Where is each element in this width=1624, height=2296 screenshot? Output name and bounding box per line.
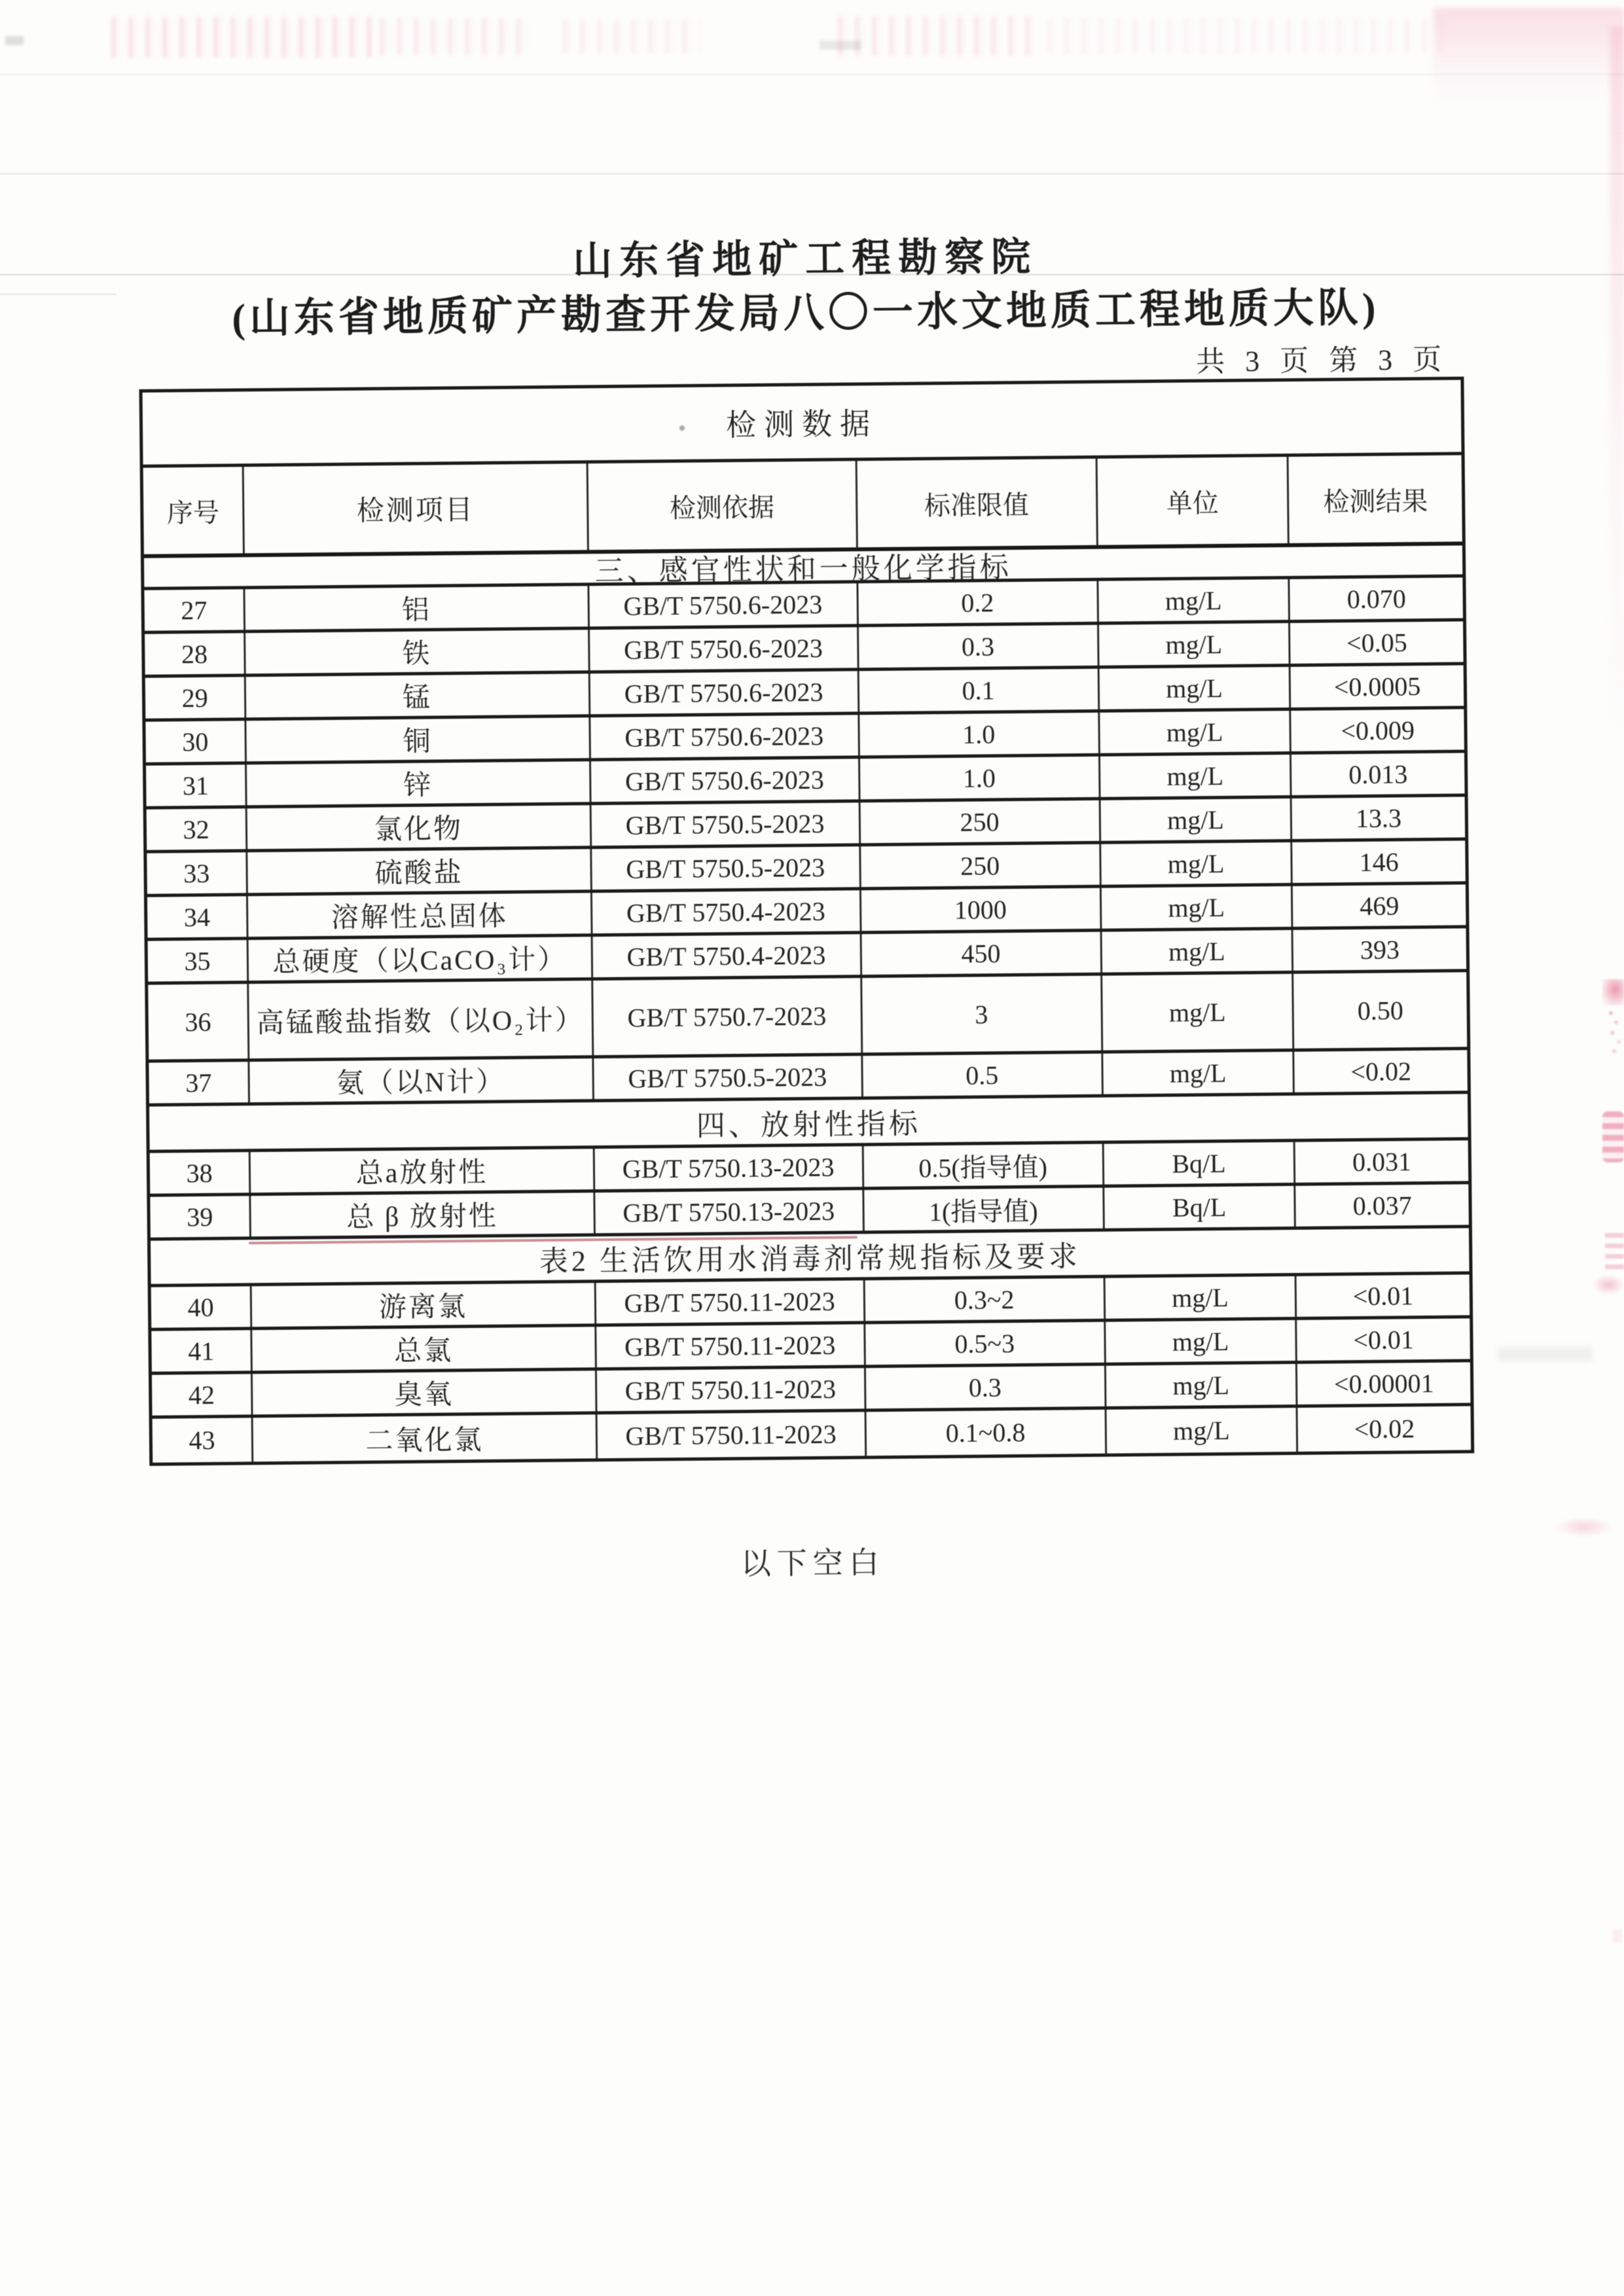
cell-basis: GB/T 5750.13-2023 (594, 1146, 864, 1189)
cell-item: 硫酸盐 (248, 849, 592, 893)
cell-item: 氯化物 (247, 805, 592, 849)
cell-seq: 42 (152, 1374, 253, 1415)
cell-basis: GB/T 5750.4-2023 (592, 934, 862, 977)
cell-unit: mg/L (1100, 711, 1291, 753)
column-header-limit: 标准限值 (857, 459, 1098, 548)
cell-limit: 250 (861, 844, 1102, 888)
cell-limit: 0.3 (866, 1366, 1107, 1409)
cell-result: 0.50 (1357, 995, 1404, 1026)
cell-basis: GB/T 5750.6-2023 (589, 583, 859, 626)
cell-basis: GB/T 5750.6-2023 (590, 627, 859, 670)
cell-seq: 36 (148, 984, 249, 1059)
cell-item: 溶解性总固体 (248, 893, 592, 937)
cell-limit: 3 (862, 976, 1103, 1053)
cell-limit: 0.3 (859, 625, 1100, 668)
cell-unit: mg/L (1100, 755, 1292, 797)
cell-item: 锌 (247, 761, 591, 805)
cell-seq: 39 (150, 1196, 251, 1237)
cell-basis: GB/T 5750.5-2023 (592, 846, 861, 889)
cell-item: 锰 (246, 673, 590, 717)
cell-seq: 40 (151, 1286, 253, 1327)
cell-basis: GB/T 5750.5-2023 (591, 802, 861, 846)
cell-result: 13.3 (1355, 802, 1402, 833)
results-table (139, 376, 1475, 1465)
cell-item: 高锰酸盐指数（以O₂计） (249, 980, 593, 1058)
cell-item: 铝 (245, 586, 590, 630)
cell-unit: mg/L (1102, 974, 1295, 1050)
cell-unit: mg/L (1099, 667, 1291, 709)
cell-result: <0.02 (1354, 1414, 1415, 1444)
cell-result: 469 (1360, 890, 1399, 921)
cell-unit: mg/L (1102, 930, 1293, 973)
cell-unit: mg/L (1098, 579, 1290, 622)
cell-result: 0.031 (1352, 1146, 1412, 1177)
cell-item: 二氧化氯 (253, 1414, 598, 1462)
cell-result: 393 (1360, 934, 1400, 965)
cell-basis: GB/T 5750.11-2023 (596, 1324, 866, 1367)
cell-result: <0.00001 (1333, 1368, 1434, 1399)
cell-limit: 1.0 (860, 757, 1101, 800)
table-title-row (143, 380, 1462, 467)
cell-item: 总氯 (253, 1327, 597, 1371)
cell-result: <0.02 (1350, 1056, 1412, 1086)
cell-limit: 450 (861, 932, 1102, 975)
cell-unit: mg/L (1099, 623, 1291, 666)
cell-seq: 27 (144, 589, 245, 630)
cell-seq: 29 (145, 677, 247, 718)
cell-seq: 38 (150, 1152, 251, 1193)
cell-result: <0.01 (1353, 1324, 1415, 1355)
column-header-unit: 单位 (1097, 457, 1290, 545)
cell-item: 游离氯 (252, 1283, 596, 1327)
cell-limit: 250 (860, 800, 1101, 844)
cell-basis: GB/T 5750.11-2023 (597, 1412, 867, 1458)
cell-basis: GB/T 5750.7-2023 (593, 978, 863, 1055)
cell-result: 0.013 (1348, 759, 1408, 789)
cell-item: 总a放射性 (251, 1149, 595, 1193)
column-header-row (143, 455, 1462, 558)
cell-basis: GB/T 5750.13-2023 (595, 1190, 865, 1233)
cell-item: 总硬度（以CaCO₃计） (249, 937, 593, 980)
table-title: 检测数据 (725, 406, 878, 442)
cell-unit: mg/L (1106, 1364, 1298, 1407)
column-header-seq: 序号 (143, 467, 245, 554)
cell-result: 146 (1359, 846, 1399, 877)
column-header-result: 检测结果 (1323, 486, 1428, 516)
cell-result: 0.070 (1346, 583, 1407, 614)
cell-result: 0.037 (1352, 1190, 1412, 1221)
cell-limit: 1000 (861, 888, 1102, 931)
column-header-basis: 检测依据 (588, 461, 857, 550)
cell-basis: GB/T 5750.6-2023 (590, 715, 860, 758)
cell-unit: mg/L (1103, 1052, 1295, 1094)
cell-item: 总 β 放射性 (251, 1193, 596, 1236)
cell-seq: 32 (147, 808, 248, 850)
cell-item: 氨（以N计） (250, 1058, 594, 1102)
cell-limit: 0.1~0.8 (866, 1410, 1107, 1456)
column-header-item: 检测项目 (244, 463, 589, 553)
cell-result: <0.05 (1346, 627, 1407, 658)
cell-seq: 28 (145, 633, 246, 674)
cell-basis: GB/T 5750.5-2023 (594, 1056, 863, 1099)
cell-unit: mg/L (1101, 842, 1293, 885)
cell-unit: mg/L (1100, 798, 1292, 841)
cell-seq: 43 (153, 1418, 254, 1462)
institute-subtitle: (山东省地质矿产勘查开发局八〇一水文地质工程地质大队) (232, 285, 1380, 342)
cell-item: 铁 (245, 630, 590, 673)
cell-item: 臭氧 (253, 1371, 597, 1414)
page-indicator: 共 3 页 第 3 页 (1195, 343, 1449, 378)
cell-basis: GB/T 5750.6-2023 (590, 671, 859, 714)
cell-basis: GB/T 5750.11-2023 (596, 1280, 865, 1323)
cell-unit: mg/L (1102, 886, 1293, 929)
cell-limit: 0.1 (859, 669, 1100, 712)
cell-limit: 1.0 (859, 713, 1100, 756)
cell-seq: 34 (147, 896, 249, 937)
cell-unit: Bq/L (1104, 1186, 1296, 1229)
institute-title: 山东省地矿工程勘察院 (572, 235, 1038, 283)
cell-seq: 37 (149, 1062, 250, 1103)
cell-result: <0.0005 (1333, 671, 1421, 702)
cell-seq: 41 (151, 1330, 253, 1371)
cell-limit: 0.5 (863, 1054, 1104, 1097)
section-heading: 三、感官性状和一般化学指标 (594, 551, 1012, 588)
cell-seq: 35 (148, 940, 249, 981)
cell-result: <0.009 (1341, 715, 1415, 745)
cell-basis: GB/T 5750.11-2023 (597, 1368, 867, 1411)
section-heading: 表2 生活饮用水消毒剂常规指标及要求 (539, 1240, 1081, 1278)
cell-unit: mg/L (1106, 1408, 1298, 1454)
cell-unit: mg/L (1105, 1276, 1297, 1319)
cell-basis: GB/T 5750.6-2023 (591, 759, 861, 802)
cell-unit: Bq/L (1104, 1142, 1295, 1185)
cell-limit: 0.5(指导值) (863, 1144, 1104, 1187)
cell-seq: 33 (147, 852, 248, 893)
cell-limit: 0.3~2 (865, 1278, 1106, 1321)
cell-limit: 0.2 (858, 581, 1099, 624)
cell-item: 铜 (247, 717, 591, 761)
blank-note: 以下空白 (740, 1545, 886, 1581)
cell-seq: 30 (145, 721, 247, 762)
cell-seq: 31 (146, 764, 247, 806)
cell-basis: GB/T 5750.4-2023 (592, 890, 862, 933)
cell-unit: mg/L (1106, 1320, 1297, 1363)
cell-limit: 0.5~3 (865, 1322, 1106, 1365)
cell-limit: 1(指导值) (864, 1188, 1105, 1231)
section-heading: 四、放射性指标 (696, 1107, 922, 1142)
table-row (148, 972, 1467, 1062)
cell-result: <0.01 (1352, 1280, 1414, 1311)
